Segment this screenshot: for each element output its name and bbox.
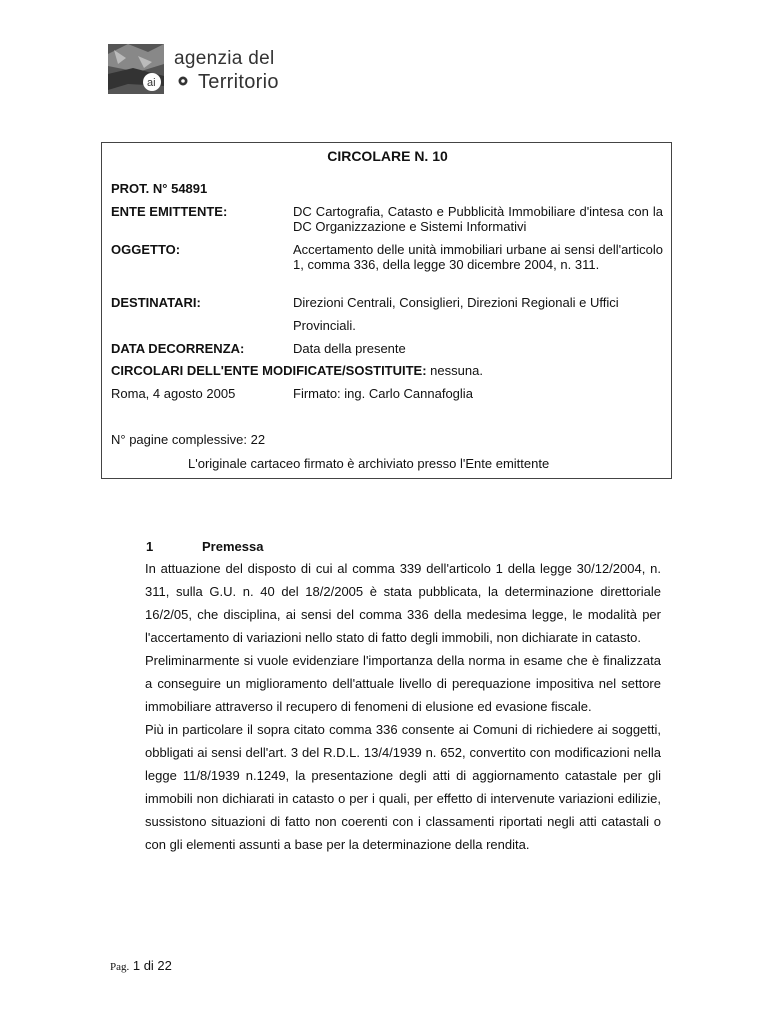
page-number: 1 di 22 [129,958,172,973]
ente-label: ENTE EMITTENTE: [111,204,228,219]
page-label: Pag. [110,961,130,973]
total-pages: N° pagine complessive: 22 [111,432,266,447]
destinatari-value-line1: Direzioni Centrali, Consiglieri, Direzioni Regionali e Uffici [293,295,619,310]
circolari-row [111,363,483,378]
body-text [145,557,661,856]
paragraph-3: Più in particolare il sopra citato comma 336 consente ai Comuni di richiedere ai soggetti, obbligati ai sensi dell'art. 3 del R.D.L. 13/4/1939 n. 652, convertito con modificazioni nella legge 11/8/1939 n.1249, la presentazione degli atti di aggiornamento catastale per gli immobili non dichiarati in catasto o per i quali, per effetto di intervenute variazioni edilizie, sussistono situazioni di fatto non coerenti con i classamenti riportati negli atti catastali o con gli elementi assunti a base per la determinazione della rendita. [145,722,661,852]
decorrenza-value: Data della presente [293,341,406,356]
section-title: Premessa [202,539,264,554]
paragraph-1: In attuazione del disposto di cui al comma 339 dell'articolo 1 della legge 30/12/2004, n. 311, sulla G.U. n. 40 del 18/2/2005 è stata pubblicata, la determinazione direttoriale 16/2/05, che disciplina, ai sensi del comma 336 della medesima legge, le modalità per l'accertamento di variazioni nello stato di fatto degli immobili, non dichiarate in catasto. [145,561,661,645]
logo-star-icon [178,76,188,86]
circular-title: CIRCOLARE N. 10 [327,148,448,164]
logo-text-line1: agenzia del [174,48,275,69]
svg-text:ai: ai [147,77,156,89]
circular-header-box [101,142,672,479]
logo-emblem-icon [108,44,164,94]
signed-by: Firmato: ing. Carlo Cannafoglia [293,386,473,401]
prot-number: PROT. N° 54891 [111,181,208,196]
oggetto-label: OGGETTO: [111,242,181,257]
ente-value: DC Cartografia, Catasto e Pubblicità Immobiliare d'intesa con la DC Organizzazione e Sistemi Informativi [293,204,663,234]
section-number: 1 [146,539,154,554]
circolari-value: nessuna. [426,363,483,378]
agency-logo [108,44,298,100]
page-footer [110,958,172,973]
original-note: L'originale cartaceo firmato è archiviato presso l'Ente emittente [188,456,550,471]
oggetto-value: Accertamento delle unità immobiliari urbane ai sensi dell'articolo 1, comma 336, della legge 30 dicembre 2004, n. 311. [293,242,663,272]
paragraph-2: Preliminarmente si vuole evidenziare l'importanza della norma in esame che è finalizzata a conseguire un miglioramento dell'attuale livello di perequazione impositiva nel settore immobiliare attraverso il recupero di fenomeni di elusione ed evasione fiscale. [145,653,661,714]
logo-text-line2: Territorio [198,71,279,93]
circolari-label: CIRCOLARI DELL'ENTE MODIFICATE/SOSTITUITE: [111,363,427,378]
destinatari-label: DESTINATARI: [111,295,201,310]
decorrenza-label: DATA DECORRENZA: [111,341,245,356]
destinatari-value-line2: Provinciali. [293,318,356,333]
place-date: Roma, 4 agosto 2005 [111,386,236,401]
